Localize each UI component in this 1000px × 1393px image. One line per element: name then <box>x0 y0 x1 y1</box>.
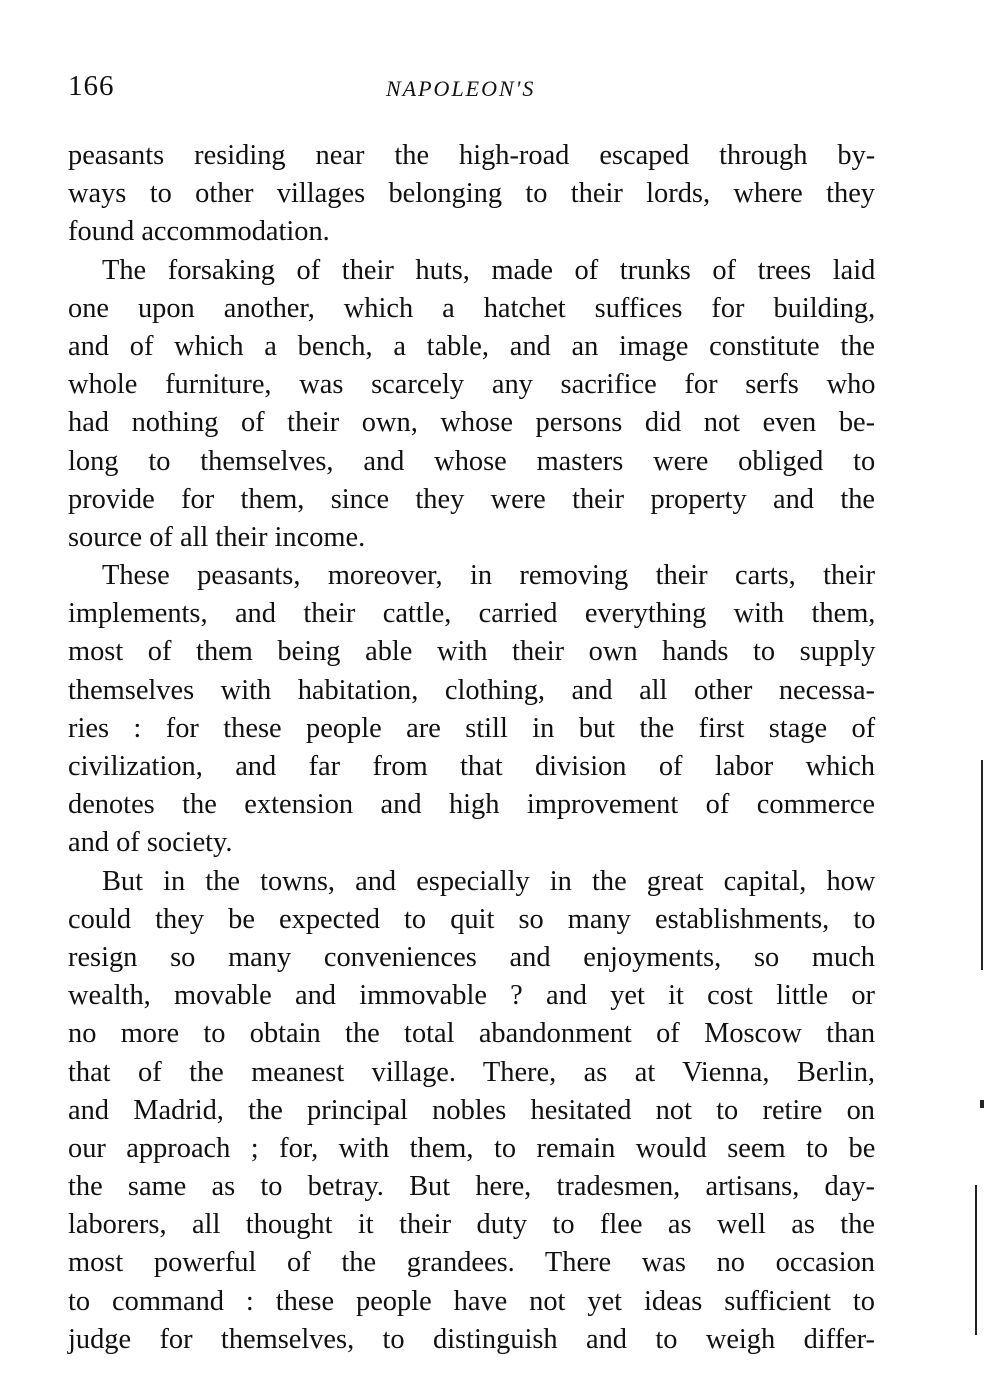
scan-artifact-line <box>975 1185 977 1335</box>
text-line: could they be expected to quit so many establishments, to <box>68 903 876 935</box>
text-line: But in the towns, and especially in the great capital, how <box>102 865 876 897</box>
text-line: peasants residing near the high-road escaped through by- <box>68 140 876 171</box>
text-line: denotes the extension and high improvement of commerce <box>68 789 875 821</box>
text-line: source of all their income. <box>68 521 366 553</box>
text-line: our approach ; for, with them, to remain would seem to be <box>68 1132 876 1164</box>
text-line: These peasants, moreover, in removing their carts, their <box>102 560 876 592</box>
page-number: 166 <box>68 70 115 102</box>
text-line: judge for themselves, to distinguish and to weigh differ- <box>68 1323 875 1355</box>
text-line: no more to obtain the total abandonment of Moscow than <box>68 1018 876 1050</box>
text-line: had nothing of their own, whose persons did not even be- <box>68 407 876 439</box>
text-line: implements, and their cattle, carried everything with them, <box>68 598 876 630</box>
text-line: one upon another, which a hatchet suffices for building, <box>68 292 876 324</box>
text-line: and of society. <box>68 827 233 859</box>
running-head <box>68 70 875 106</box>
text-line: wealth, movable and immovable ? and yet it cost little or <box>68 980 875 1012</box>
text-line: and of which a bench, a table, and an image constitute the <box>68 330 875 362</box>
text-line: themselves with habitation, clothing, and all other necessa- <box>68 674 875 706</box>
text-line: ries : for these people are still in but the first stage of <box>68 712 876 744</box>
text-line: most powerful of the grandees. There was no occasion <box>68 1247 875 1279</box>
text-line: The forsaking of their huts, made of trunks of trees laid <box>102 254 876 286</box>
text-line: ways to other villages belonging to their lords, where they <box>68 178 875 210</box>
text-line: found accommodation. <box>68 216 330 248</box>
text-line: that of the meanest village. There, as at Vienna, Berlin, <box>68 1056 875 1088</box>
text-line: and Madrid, the principal nobles hesitated not to retire on <box>68 1094 875 1126</box>
scan-artifact-dot <box>980 1100 984 1108</box>
text-line: civilization, and far from that division of labor which <box>68 751 875 782</box>
scan-artifact-line <box>981 760 983 970</box>
text-line: most of them being able with their own hands to supply <box>68 636 876 668</box>
text-line: long to themselves, and whose masters were obliged to <box>68 445 876 477</box>
body-text <box>68 137 875 1359</box>
text-line: resign so many conveniences and enjoyments, so much <box>68 941 875 973</box>
text-line: laborers, all thought it their duty to flee as well as the <box>68 1209 875 1241</box>
running-title: NAPOLEON'S <box>386 76 536 101</box>
text-line: whole furniture, was scarcely any sacrifice for serfs who <box>68 369 876 401</box>
text-line: provide for them, since they were their property and the <box>68 483 875 515</box>
text-line: to command : these people have not yet ideas sufficient to <box>68 1285 875 1317</box>
text-line: the same as to betray. But here, tradesmen, artisans, day- <box>68 1171 875 1203</box>
